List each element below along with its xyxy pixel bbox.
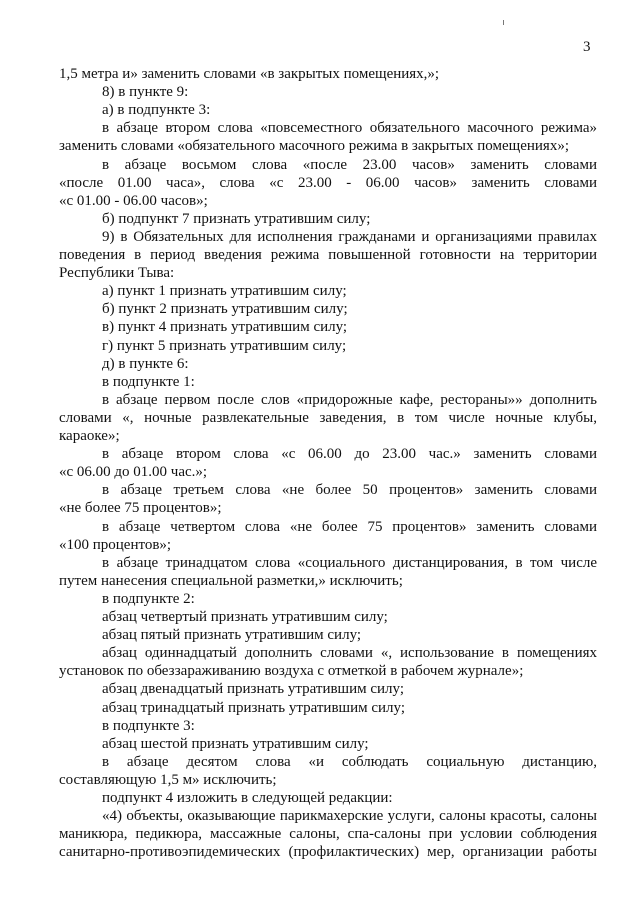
text-line: в подпункте 1: xyxy=(102,373,195,390)
text-line: в) пункт 4 признать утратившим силу; xyxy=(102,319,348,336)
text-line: абзац одиннадцатый дополнить словами «, использование в помещениях xyxy=(102,645,597,662)
text-line: санитарно-противоэпидемических (профилактических) мер, организации работы xyxy=(59,844,597,861)
text-line: «после 01.00 часа», слова «с 23.00 - 06.00 часов» заменить словами xyxy=(59,174,597,191)
text-line: б) подпункт 7 признать утратившим силу; xyxy=(102,210,371,227)
text-line: «не более 75 процентов»; xyxy=(59,500,222,517)
text-line: заменить словами «обязательного масочного режима в закрытых помещениях»; xyxy=(59,138,569,155)
text-line: «4) объекты, оказывающие парикмахерские услуги, салоны красоты, салоны xyxy=(102,808,597,825)
text-line: караоке»; xyxy=(59,428,120,444)
text-line: 8) в пункте 9: xyxy=(102,84,189,101)
text-line: в абзаце тринадцатом слова «социального дистанцирования, в том числе xyxy=(102,554,597,571)
text-line: «с 06.00 до 01.00 час.»; xyxy=(59,464,208,481)
text-line: а) в подпункте 3: xyxy=(102,102,211,119)
text-line: абзац тринадцатый признать утратившим силу; xyxy=(102,699,405,716)
text-line: 1,5 метра и» заменить словами «в закрытых помещениях,»; xyxy=(59,66,440,82)
text-line: в абзаце десятом слова «и соблюдать социальную дистанцию, xyxy=(102,753,597,770)
text-line: в абзаце восьмом слова «после 23.00 часов» заменить словами xyxy=(102,156,597,173)
text-line: в абзаце четвертом слова «не более 75 процентов» заменить словами xyxy=(102,518,597,535)
text-line: г) пункт 5 признать утратившим силу; xyxy=(102,337,347,354)
text-line: составляющую 1,5 м» исключить; xyxy=(59,771,277,788)
text-line: маникюра, педикюра, массажные салоны, спа-салоны при условии соблюдения xyxy=(59,826,597,843)
text-line: в подпункте 3: xyxy=(102,717,195,734)
text-line: установок по обеззараживанию воздуха с отметкой в рабочем журнале»; xyxy=(59,663,524,680)
text-line: в абзаце втором слова «повсеместного обязательного масочного режима» xyxy=(102,120,597,137)
text-line: д) в пункте 6: xyxy=(102,355,189,372)
text-line: Республики Тыва: xyxy=(59,265,175,282)
text-line: в абзаце втором слова «с 06.00 до 23.00 час.» заменить словами xyxy=(102,446,597,463)
text-line: а) пункт 1 признать утратившим силу; xyxy=(102,283,347,300)
text-line: поведения в период введения режима повышенной готовности на территории xyxy=(59,247,597,263)
text-line: подпункт 4 изложить в следующей редакции: xyxy=(102,790,393,806)
page-number: 3 xyxy=(583,39,591,55)
text-line: в абзаце первом после слов «придорожные кафе, рестораны»» дополнить xyxy=(102,391,597,408)
scan-mark xyxy=(503,20,504,25)
text-line: в абзаце третьем слова «не более 50 процентов» заменить словами xyxy=(102,482,597,499)
text-line: абзац четвертый признать утратившим силу; xyxy=(102,609,388,625)
text-line: абзац шестой признать утратившим силу; xyxy=(102,735,369,752)
text-line: «100 процентов»; xyxy=(59,536,172,553)
text-line: б) пункт 2 признать утратившим силу; xyxy=(102,301,348,318)
text-line: абзац двенадцатый признать утратившим силу; xyxy=(102,681,405,698)
text-line: абзац пятый признать утратившим силу; xyxy=(102,627,362,644)
text-line: в подпункте 2: xyxy=(102,590,195,607)
text-line: словами «, ночные развлекательные заведения, в том числе ночные клубы, xyxy=(59,409,597,426)
text-line: путем нанесения специальной разметки,» исключить; xyxy=(59,572,403,589)
text-line: 9) в Обязательных для исполнения гражданами и организациями правилах xyxy=(102,228,597,245)
text-line: «с 01.00 - 06.00 часов»; xyxy=(59,192,208,209)
